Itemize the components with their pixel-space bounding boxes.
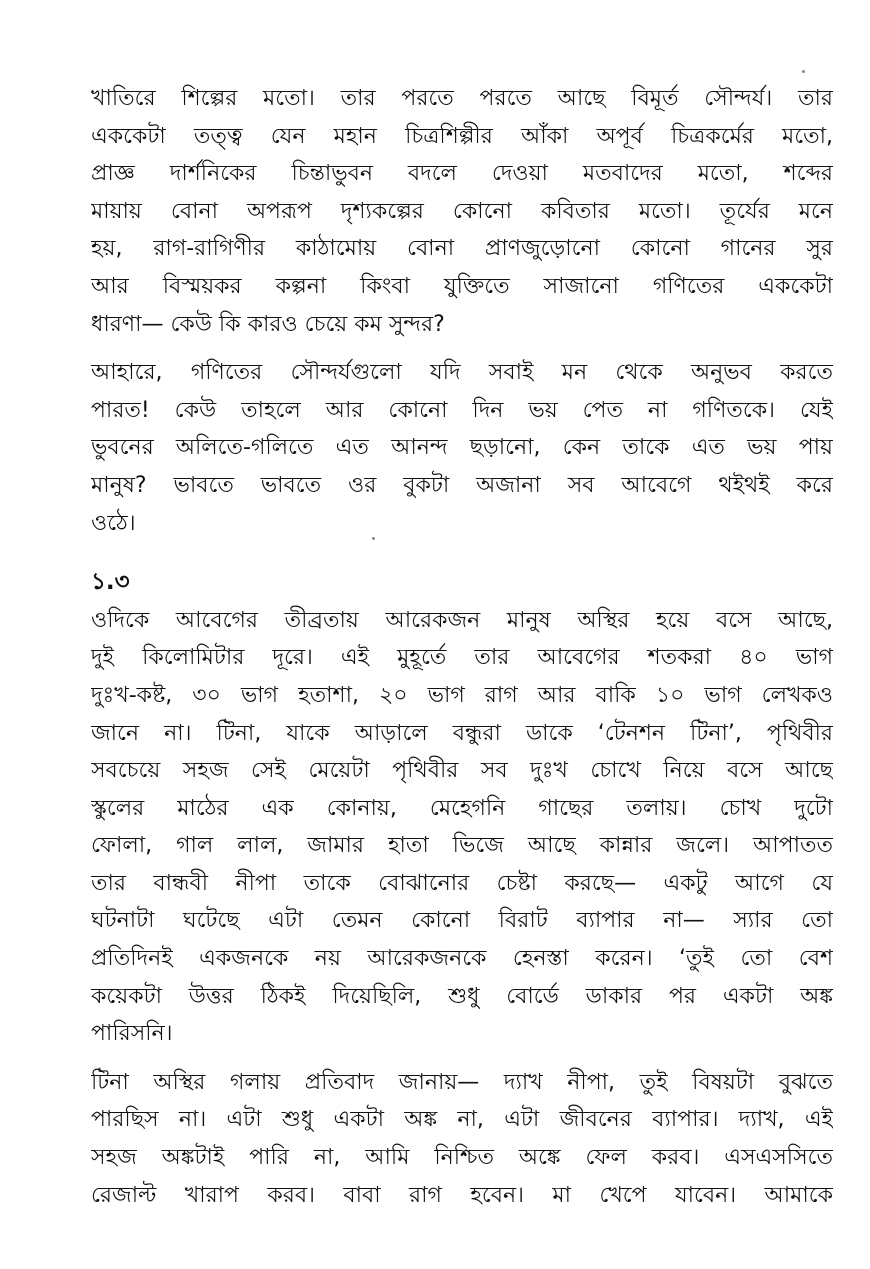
text-line: ঘটনাটা ঘটেছে এটা তেমন কোনো বিরাট ব্যাপার না— স্যার তো [91,908,833,934]
text-line: মানুষ? ভাবতে ভাবতে ওর বুকটা অজানা সব আবেগে থইথই করে [91,472,833,498]
paragraph-1 [91,80,833,343]
text-line: রেজাল্ট খারাপ করব। বাবা রাগ হবেন। মা খেপে যাবেন। আমাকে [91,1182,833,1208]
text-line: কয়েকটা উত্তর ঠিকই দিয়েছিলি, শুধু বোর্ডে ডাকার পর একটা অঙ্ক [91,983,833,1009]
text-line: পারিসনি। [91,1021,173,1047]
text-line: আর বিস্ময়কর কল্পনা কিংবা যুক্তিতে সাজানো গণিতের এককেটা [91,273,833,299]
text-line: ধারণা— কেউ কি কারও চেয়ে কম সুন্দর? [91,311,445,337]
text-line: মায়ায় বোনা অপরূপ দৃশ্যকল্পের কোনো কবিতার মতো। তূর্যের মনে [91,198,833,224]
paragraph-4 [91,1064,833,1214]
text-line: প্রতিদিনই একজনকে নয় আরেকজনকে হেনস্তা করেন। ‘তুই তো বেশ [91,946,833,972]
text-line: এককেটা তত্ত্ব যেন মহান চিত্রশিল্পীর আঁকা অপূর্ব চিত্রকর্মের মতো, [91,123,833,149]
paragraph-3 [91,602,833,1053]
text-line: ফোলা, গাল লাল, জামার হাতা ভিজে আছে কান্নার জলে। আপাতত [91,833,833,859]
section-1-3 [91,564,833,1214]
text-line: সহজ অঙ্কটাই পারি না, আমি নিশ্চিত অঙ্কে ফেল করব। এসএসসিতে [91,1145,833,1171]
text-line: জানে না। টিনা, যাকে আড়ালে বন্ধুরা ডাকে ‘টেনশন টিনা’, পৃথিবীর [91,720,833,746]
paper-speck [802,70,805,73]
text-line: দুই কিলোমিটার দূরে। এই মুহূর্তে তার আবেগের শতকরা ৪০ ভাগ [91,645,833,671]
text-line: তার বান্ধবী নীপা তাকে বোঝানোর চেষ্টা করছে— একটু আগে যে [91,870,833,896]
text-line: খাতিরে শিল্পের মতো। তার পরতে পরতে আছে বিমূর্ত সৌন্দর্য। তার [91,86,833,111]
text-line: পারত! কেউ তাহলে আর কোনো দিন ভয় পেত না গণিতকে। যেই [91,397,833,423]
text-line: ভুবনের অলিতে-গলিতে এত আনন্দ ছড়ানো, কেন তাকে এত ভয় পায় [91,435,833,461]
text-line: স্কুলের মাঠের এক কোনায়, মেহেগনি গাছের তলায়। চোখ দুটো [91,795,833,821]
text-line: দুঃখ-কষ্ট, ৩০ ভাগ হতাশা, ২০ ভাগ রাগ আর বাকি ১০ ভাগ লেখকও [91,682,833,708]
text-line: টিনা অস্থির গলায় প্রতিবাদ জানায়— দ্যাখ নীপা, তুই বিষয়টা বুঝতে [91,1069,833,1095]
text-line: আহারে, গণিতের সৌন্দর্যগুলো যদি সবাই মন থেকে অনুভব করতে [91,360,833,386]
text-line: ওদিকে আবেগের তীব্রতায় আরেকজন মানুষ অস্থির হয়ে বসে আছে, [91,607,833,633]
text-line: প্রাজ্ঞ দার্শনিকের চিন্তাভুবন বদলে দেওয়া মতবাদের মতো, শব্দের [91,161,833,187]
text-line: সবচেয়ে সহজ সেই মেয়েটা পৃথিবীর সব দুঃখ চোখে নিয়ে বসে আছে [91,758,833,784]
paragraph-2 [91,354,833,542]
text-line: হয়, রাগ-রাগিণীর কাঠামোয় বোনা প্রাণজুড়োনো কোনো গানের সুর [91,236,833,262]
section-heading: ১.৩ [91,569,130,596]
text-line: পারছিস না। এটা শুধু একটা অঙ্ক না, এটা জীবনের ব্যাপার। দ্যাখ, এই [91,1107,833,1133]
page-body [91,80,833,1214]
text-line: ওঠে। [91,510,136,536]
